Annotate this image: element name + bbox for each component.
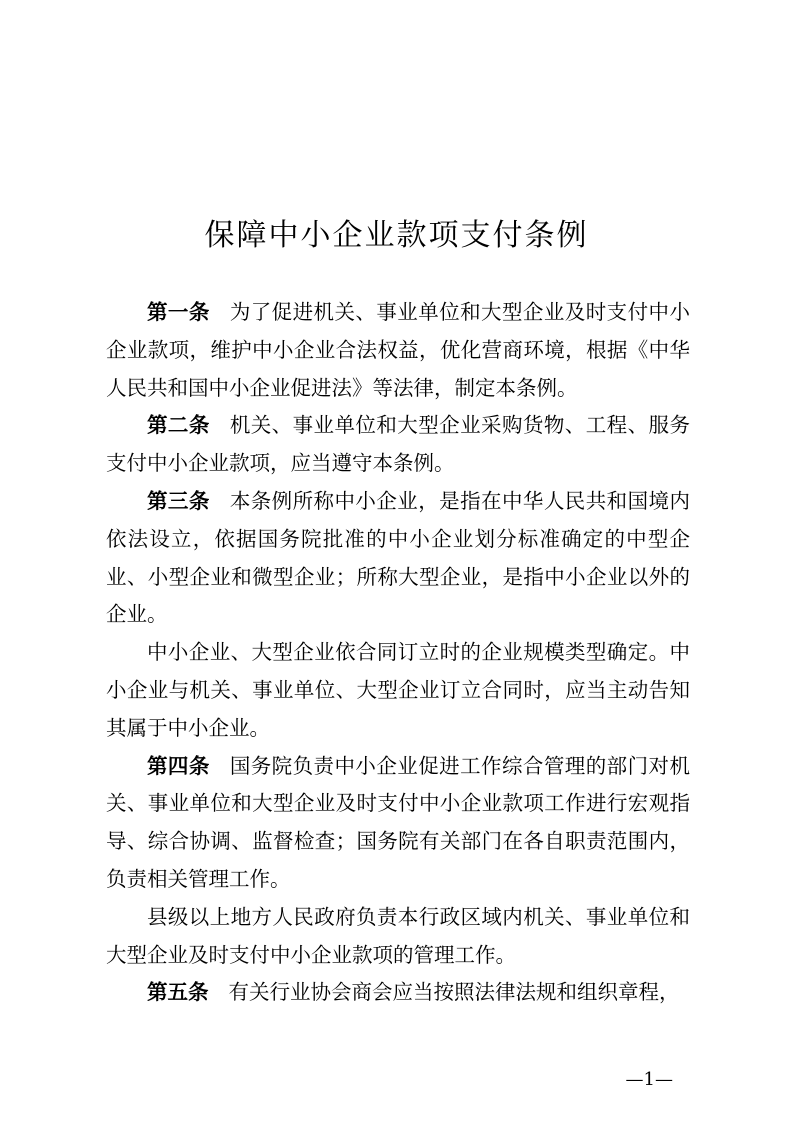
article-label: 第一条 — [147, 300, 210, 324]
article-text: 县级以上地方人民政府负责本行政区域内机关、事业单位和大型企业及时支付中小企业款项的管理工作。 — [106, 904, 690, 967]
article-paragraph — [106, 634, 690, 747]
article-paragraph — [106, 407, 690, 483]
article-paragraph — [106, 974, 690, 1012]
article-text: 中小企业、大型企业依合同订立时的企业规模类型确定。中小企业与机关、事业单位、大型企业订立合同时，应当主动告知其属于中小企业。 — [106, 640, 690, 740]
article-paragraph — [106, 899, 690, 975]
article-label: 第二条 — [147, 413, 210, 438]
page-number: —1— — [625, 1069, 673, 1090]
article-paragraph — [106, 483, 690, 634]
document-title: 保障中小企业款项支付条例 — [204, 218, 589, 253]
article-paragraph — [106, 294, 690, 407]
article-label: 第五条 — [147, 980, 209, 1005]
article-text: 国务院负责中小企业促进工作综合管理的部门对机关、事业单位和大型企业及时支付中小企业款项工作进行宏观指导、综合协调、监督检查；国务院有关部门在各自职责范围内，负责相关管理工作。 — [106, 753, 690, 891]
article-text: 有关行业协会商会应当按照法律法规和组织章程， — [228, 980, 680, 1005]
article-paragraph — [106, 748, 690, 899]
article-text: 机关、事业单位和大型企业采购货物、工程、服务支付中小企业款项，应当遵守本条例。 — [106, 413, 690, 476]
document-body — [106, 294, 690, 1012]
article-text: 本条例所称中小企业，是指在中华人民共和国境内依法设立，依据国务院批准的中小企业划分标准确定的中型企业、小型企业和微型企业；所称大型企业，是指中小企业以外的企业。 — [106, 488, 690, 627]
article-text: 为了促进机关、事业单位和大型企业及时支付中小企业款项，维护中小企业合法权益，优化营商环境，根据《中华人民共和国中小企业促进法》等法律，制定本条例。 — [106, 300, 690, 400]
article-label: 第四条 — [147, 753, 210, 778]
article-label: 第三条 — [147, 488, 210, 513]
